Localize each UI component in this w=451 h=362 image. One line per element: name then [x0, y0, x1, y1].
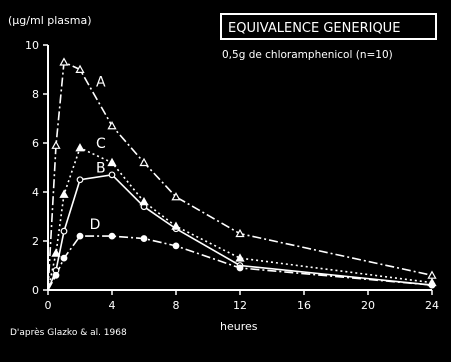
data-point-c: [60, 191, 67, 197]
data-point-b: [109, 172, 115, 178]
data-point-d: [141, 236, 147, 242]
x-tick-label: 20: [361, 299, 375, 312]
series-label-d: D: [89, 216, 101, 233]
data-point-d: [61, 255, 67, 261]
series-label-a: A: [96, 74, 106, 91]
series-label-b: B: [96, 160, 106, 177]
x-axis-label: heures: [220, 320, 258, 333]
data-point-a: [140, 159, 147, 165]
data-point-d: [173, 243, 179, 249]
y-tick-label: 2: [32, 235, 39, 248]
x-tick-label: 24: [425, 299, 439, 312]
data-point-a: [236, 230, 243, 236]
data-point-a: [52, 142, 59, 148]
y-tick-label: 4: [32, 186, 39, 199]
data-point-b: [77, 177, 83, 183]
data-point-d: [237, 265, 243, 271]
source-note: D'après Glazko & al. 1968: [10, 328, 127, 338]
y-tick-label: 0: [32, 284, 39, 297]
series-label-c: C: [96, 135, 106, 152]
x-tick-label: 12: [233, 299, 247, 312]
chart-title: EQUIVALENCE GENERIQUE: [228, 21, 401, 36]
x-tick-label: 0: [44, 299, 52, 312]
data-point-d: [429, 282, 435, 288]
data-point-d: [77, 233, 83, 239]
data-point-a: [60, 59, 67, 65]
ticks-layer: [25, 39, 439, 312]
data-point-c: [172, 223, 179, 229]
markers-layer: [52, 59, 435, 288]
data-point-b: [61, 228, 67, 234]
data-point-d: [53, 273, 59, 279]
x-tick-label: 16: [297, 299, 311, 312]
x-tick-label: 8: [172, 299, 180, 312]
data-point-a: [428, 272, 435, 278]
data-point-c: [108, 159, 115, 165]
chart-subtitle: 0,5g de chloramphenicol (n=10): [222, 49, 393, 61]
data-point-c: [76, 144, 83, 150]
data-point-a: [172, 193, 179, 199]
x-tick-label: 4: [108, 299, 116, 312]
data-point-d: [109, 233, 115, 239]
y-axis-label: (µg/ml plasma): [8, 14, 92, 27]
data-point-c: [140, 198, 147, 204]
data-point-a: [108, 122, 115, 128]
y-tick-label: 10: [25, 39, 39, 52]
series-labels-layer: [90, 75, 106, 233]
y-tick-label: 6: [32, 137, 39, 150]
y-tick-label: 8: [32, 88, 39, 101]
data-point-c: [52, 250, 59, 256]
